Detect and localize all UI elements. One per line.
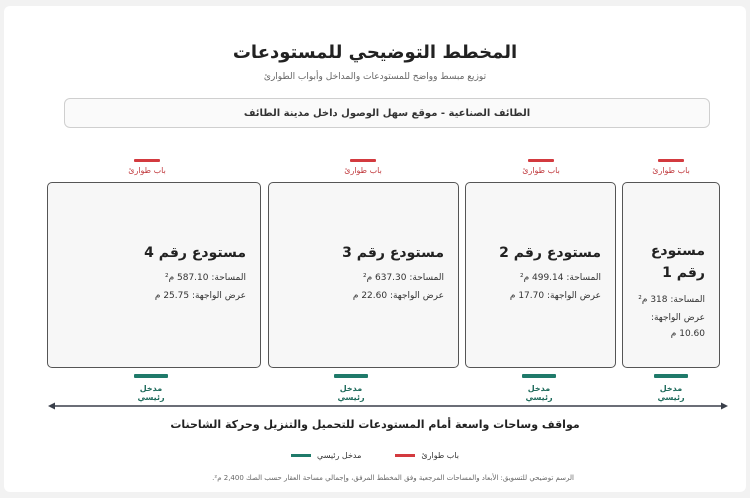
main-entrance-marker-3 — [334, 374, 368, 378]
emergency-door-marker-1 — [658, 159, 684, 162]
warehouse-frontage: عرض الواجهة: 10.60 م — [650, 313, 705, 339]
page-title: المخطط التوضيحي للمستودعات — [232, 42, 518, 63]
warehouse-2 — [465, 182, 616, 368]
warehouse-4 — [47, 182, 261, 368]
main-entrance-label-3: مدخل رئيسي — [337, 384, 365, 402]
warehouse-3 — [268, 182, 459, 368]
warehouse-area: المساحة: 318 م² — [638, 295, 705, 305]
emergency-door-label-2: باب طوارئ — [522, 166, 560, 175]
location-banner — [64, 98, 710, 128]
warehouse-area: المساحة: 637.30 م² — [362, 273, 444, 283]
warehouse-1 — [622, 182, 720, 368]
warehouse-area: المساحة: 587.10 م² — [164, 273, 246, 283]
warehouse-frontage: عرض الواجهة: 17.70 م — [509, 291, 601, 301]
warehouse-frontage: عرض الواجهة: 22.60 م — [352, 291, 444, 301]
warehouse-area: المساحة: 499.14 م² — [519, 273, 601, 283]
emergency-door-marker-4 — [134, 159, 160, 162]
legend-entrance-label: مدخل رئيسي — [317, 451, 362, 460]
emergency-door-label-4: باب طوارئ — [128, 166, 166, 175]
warehouse-name: مستودع رقم 3 — [342, 245, 444, 261]
warehouse-name: مستودع رقم 4 — [144, 245, 246, 261]
main-entrance-marker-4 — [134, 374, 168, 378]
main-entrance-label-1: مدخل رئيسي — [657, 384, 685, 402]
warehouse-name: مستودع رقم 2 — [499, 245, 601, 261]
legend-entrance-swatch — [291, 454, 311, 457]
warehouse-name: مستودع رقم 1 — [650, 243, 705, 281]
page-subtitle: توزيع مبسط وواضح للمستودعات والمداخل وأبواب الطوارئ — [263, 72, 487, 82]
main-entrance-marker-2 — [522, 374, 556, 378]
legend-item-emergency — [395, 451, 459, 460]
legend-item-entrance — [291, 451, 361, 460]
emergency-door-label-1: باب طوارئ — [652, 166, 690, 175]
legend-emergency-label: باب طوارئ — [421, 451, 459, 460]
frontage-double-arrow — [48, 402, 728, 410]
emergency-door-label-3: باب طوارئ — [344, 166, 382, 175]
frontage-caption: مواقف وساحات واسعة أمام المستودعات للتحميل والتنزيل وحركة الشاحنات — [170, 418, 580, 431]
legend — [4, 451, 746, 460]
footnote: الرسم توضيحي للتسويق: الأبعاد والمساحات المرجعية وفق المخطط المرفق، وإجمالي مساحة العقار حسب الصك 2,400 م². — [212, 474, 574, 482]
main-entrance-label-2: مدخل رئيسي — [525, 384, 553, 402]
main-entrance-label-4: مدخل رئيسي — [137, 384, 165, 402]
emergency-door-marker-3 — [350, 159, 376, 162]
diagram-sheet — [4, 6, 746, 492]
location-text: الطائف الصناعية - موقع سهل الوصول داخل مدينة الطائف — [243, 107, 531, 119]
legend-emergency-swatch — [395, 454, 415, 457]
emergency-door-marker-2 — [528, 159, 554, 162]
main-entrance-marker-1 — [654, 374, 688, 378]
warehouse-frontage: عرض الواجهة: 25.75 م — [154, 291, 246, 301]
